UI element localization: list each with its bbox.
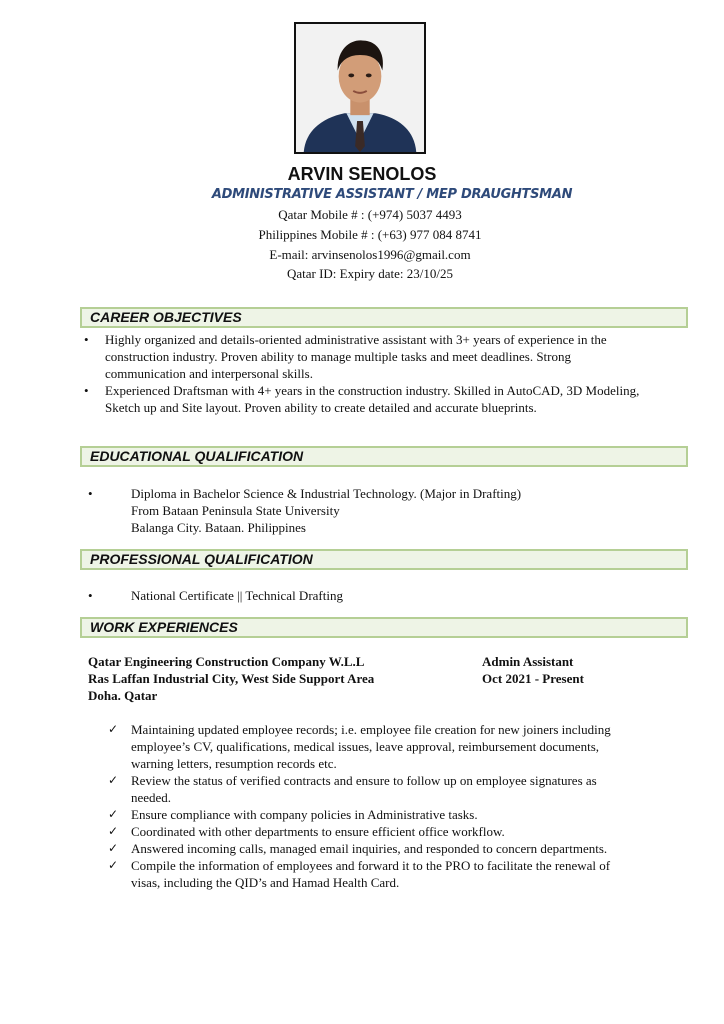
checkmark-icon: ✓	[108, 841, 119, 855]
qatar-id: Qatar ID: Expiry date: 23/10/25	[286, 266, 454, 281]
bullet-icon: •	[84, 332, 89, 347]
list-item: • Experienced Draftsman with 4+ years in the construction industry. Skilled in AutoCAD, 3D Modeling, Sketch up and Site layout. Proven ability to create detailed and accurate blueprints.	[84, 383, 640, 415]
degree: Diploma in Bachelor Science & Industrial Technology. (Major in Drafting)	[131, 486, 522, 501]
checkmark-icon: ✓	[108, 824, 119, 838]
email-address: E-mail: arvinsenolos1996@gmail.com	[269, 247, 471, 262]
bullet-icon: •	[88, 486, 93, 501]
list-item: ✓ Maintaining updated employee records; i.e. employee file creation for new joiners including employee’s CV, qualifications, medical issues, leave approval, reimbursement documents, warning letters, resumption records etc.	[108, 722, 611, 771]
checkmark-icon: ✓	[108, 722, 119, 736]
list-item: • Highly organized and details-oriented administrative assistant with 3+ years of experience in the construction industry. Proven ability to manage multiple tasks and meet deadlines. Strong communication and interpersonal skills.	[84, 332, 607, 381]
work-duties-list	[108, 721, 628, 891]
work-entry-header	[88, 654, 648, 704]
list-item: ✓ Coordinated with other departments to ensure efficient office workflow.	[108, 824, 505, 839]
candidate-name: ARVIN SENOLOS	[287, 164, 437, 184]
university-location: Balanga City. Bataan. Philippines	[131, 520, 306, 535]
checkmark-icon: ✓	[108, 858, 119, 872]
position-title: Admin Assistant	[482, 654, 574, 669]
professional-entry	[84, 587, 644, 604]
job-title: ADMINISTRATIVE ASSISTANT / MEP DRAUGHTSMAN	[211, 187, 573, 202]
section-heading-professional: PROFESSIONAL QUALIFICATION	[80, 549, 688, 570]
bullet-icon: •	[84, 383, 89, 398]
career-objectives-list	[84, 331, 644, 416]
company-city: Doha. Qatar	[88, 688, 158, 703]
qatar-mobile: Qatar Mobile # : (+974) 5037 4493	[278, 207, 462, 222]
list-item: ✓ Review the status of verified contracts and ensure to follow up on employee signatures as needed.	[108, 773, 597, 805]
employment-period: Oct 2021 - Present	[482, 671, 584, 686]
education-entry	[84, 485, 644, 536]
company-address: Ras Laffan Industrial City, West Side Support Area	[88, 671, 375, 686]
philippines-mobile: Philippines Mobile # : (+63) 977 084 8741	[258, 227, 482, 242]
section-heading-career: CAREER OBJECTIVES	[80, 307, 688, 328]
list-item: ✓ Compile the information of employees and forward it to the PRO to facilitate the renewal of visas, including the QID’s and Hamad Health Card.	[108, 858, 611, 890]
certificate: National Certificate || Technical Drafting	[131, 588, 343, 603]
list-item: ✓ Answered incoming calls, managed email inquiries, and responded to concern departments.	[108, 841, 608, 856]
profile-photo	[294, 22, 426, 154]
checkmark-icon: ✓	[108, 807, 119, 821]
bullet-icon: •	[88, 588, 93, 603]
checkmark-icon: ✓	[108, 773, 119, 787]
section-heading-education: EDUCATIONAL QUALIFICATION	[80, 446, 688, 467]
company-name: Qatar Engineering Construction Company W.L.L	[88, 654, 365, 669]
person-portrait-icon	[296, 24, 424, 152]
university: From Bataan Peninsula State University	[131, 503, 340, 518]
list-item: ✓ Ensure compliance with company policies in Administrative tasks.	[108, 807, 478, 822]
section-heading-work: WORK EXPERIENCES	[80, 617, 688, 638]
